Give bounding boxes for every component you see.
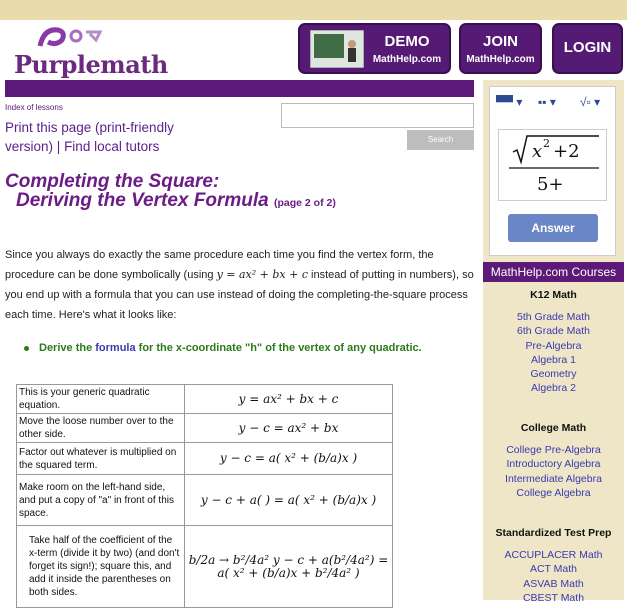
login-label: LOGIN: [563, 39, 612, 56]
grid-menu-icon[interactable]: ▪▪ ▾: [538, 95, 556, 109]
svg-text:+2: +2: [553, 141, 580, 162]
intro-paragraph: [5, 245, 475, 325]
table-row: [17, 385, 393, 414]
calculator-toolbar: [496, 95, 611, 111]
k12-link[interactable]: Pre-Algebra: [525, 339, 582, 352]
college-link[interactable]: Introductory Algebra: [506, 458, 601, 471]
k12-link[interactable]: Geometry: [530, 368, 577, 381]
derivation-steps-table: [16, 384, 393, 608]
purple-divider-bar: [5, 80, 474, 97]
test-prep-link[interactable]: CBEST Math: [522, 591, 585, 604]
bullet-text-b: for the x-coordinate "h" of the vertex of any quadratic.: [135, 342, 422, 354]
math-calculator-widget: [489, 86, 616, 256]
college-link[interactable]: College Pre-Algebra: [506, 444, 601, 457]
step-math: y − c = a( x² + (b/a)x ): [185, 443, 393, 475]
join-label: JOIN: [482, 33, 518, 50]
k12-link[interactable]: 6th Grade Math: [517, 325, 590, 338]
math-input-field[interactable]: [498, 129, 607, 201]
logo-wordmark: Purplemath: [14, 50, 168, 79]
demo-video-thumbnail-icon: [310, 30, 364, 68]
formula-link[interactable]: formula: [95, 342, 136, 354]
join-sublabel: MathHelp.com: [466, 54, 535, 65]
table-row: [17, 526, 393, 608]
purplemath-logo[interactable]: [10, 24, 170, 80]
join-button[interactable]: [459, 23, 542, 74]
table-row: [17, 414, 393, 443]
step-description: Move the loose number over to the other side.: [17, 414, 185, 443]
index-of-lessons-link[interactable]: Index of lessons: [5, 103, 63, 112]
test-prep-section: [483, 526, 624, 605]
k12-math-section: [483, 288, 624, 395]
k12-title: K12 Math: [530, 289, 577, 301]
college-link[interactable]: Intermediate Algebra: [505, 472, 602, 485]
college-title: College Math: [520, 422, 587, 434]
page-subtitle-text: Deriving the Vertex Formula: [16, 190, 269, 211]
step-description: This is your generic quadratic equation.: [17, 385, 185, 414]
table-row: [17, 443, 393, 475]
demo-sublabel: MathHelp.com: [372, 54, 442, 65]
print-page-link[interactable]: Print this page (print-friendly version): [5, 120, 174, 154]
intro-text-a: Since you always do exactly the same procedure each time you find the vertex form, the procedure can be done symbolically (using: [5, 249, 434, 281]
page-number-note: (page 2 of 2): [273, 197, 336, 209]
step-math: y − c = ax² + bx: [185, 414, 393, 443]
college-link[interactable]: College Algebra: [516, 486, 591, 499]
login-button[interactable]: [552, 23, 623, 74]
demo-button[interactable]: [298, 23, 451, 74]
answer-button[interactable]: Answer: [508, 214, 598, 242]
step-description: Take half of the coefficient of the x-term (divide it by two) (and don't forget its sign!); square this, and add it inside the parentheses on both sides.: [17, 526, 185, 608]
step-description: Factor out whatever is multiplied on the squared term.: [17, 443, 185, 475]
college-math-section: [483, 421, 624, 500]
page-title: Completing the Square:: [5, 171, 220, 192]
search-input[interactable]: [281, 103, 474, 128]
bullet-dot-icon: [24, 346, 29, 351]
top-bar: [0, 0, 627, 20]
step-math: y − c + a( ) = a( x² + (b/a)x ): [185, 475, 393, 526]
test-prep-link[interactable]: ACCUPLACER Math: [504, 549, 603, 562]
table-row: [17, 475, 393, 526]
step-math: b/2a → b²/4a² y − c + a(b²/4a²) = a( x² + (b/a)x + b²/4a² ): [185, 526, 393, 608]
radical-menu-icon[interactable]: √▫ ▾: [580, 95, 601, 109]
svg-text:x: x: [532, 141, 543, 162]
k12-link[interactable]: 5th Grade Math: [517, 311, 590, 324]
svg-text:2: 2: [543, 137, 550, 150]
math-expression-render: [499, 130, 606, 200]
logo-graphic-icon: [36, 24, 116, 52]
search-button[interactable]: Search: [407, 130, 474, 150]
links-separator: |: [56, 139, 61, 154]
step-description: Make room on the left-hand side, and put a copy of "a" in front of this space.: [17, 475, 185, 526]
print-links: [5, 118, 205, 156]
k12-link[interactable]: Algebra 1: [531, 353, 576, 366]
intro-equation: y = ax² + bx + c: [216, 268, 308, 281]
step-math: y = ax² + bx + c: [185, 385, 393, 414]
k12-link[interactable]: Algebra 2: [531, 382, 576, 395]
derive-bullet: [24, 342, 422, 354]
test-prep-link[interactable]: ACT Math: [529, 563, 578, 576]
svg-text:5+: 5+: [537, 174, 564, 195]
demo-label: DEMO: [384, 33, 430, 50]
bullet-text-a: Derive the: [39, 342, 96, 354]
intro-text-b: instead of putting in numbers), so you end up with a formula that you can use instead of doing the completing-the-square process each time. Here's what it looks like:: [5, 269, 474, 321]
matrix-menu-icon[interactable]: ▀▀ ▾: [496, 95, 523, 109]
page-subtitle: [16, 190, 336, 212]
find-tutors-link[interactable]: Find local tutors: [64, 139, 160, 154]
test-prep-link[interactable]: ASVAB Math: [523, 577, 584, 590]
courses-header: MathHelp.com Courses: [483, 262, 624, 282]
test-prep-title: Standardized Test Prep: [495, 527, 612, 539]
